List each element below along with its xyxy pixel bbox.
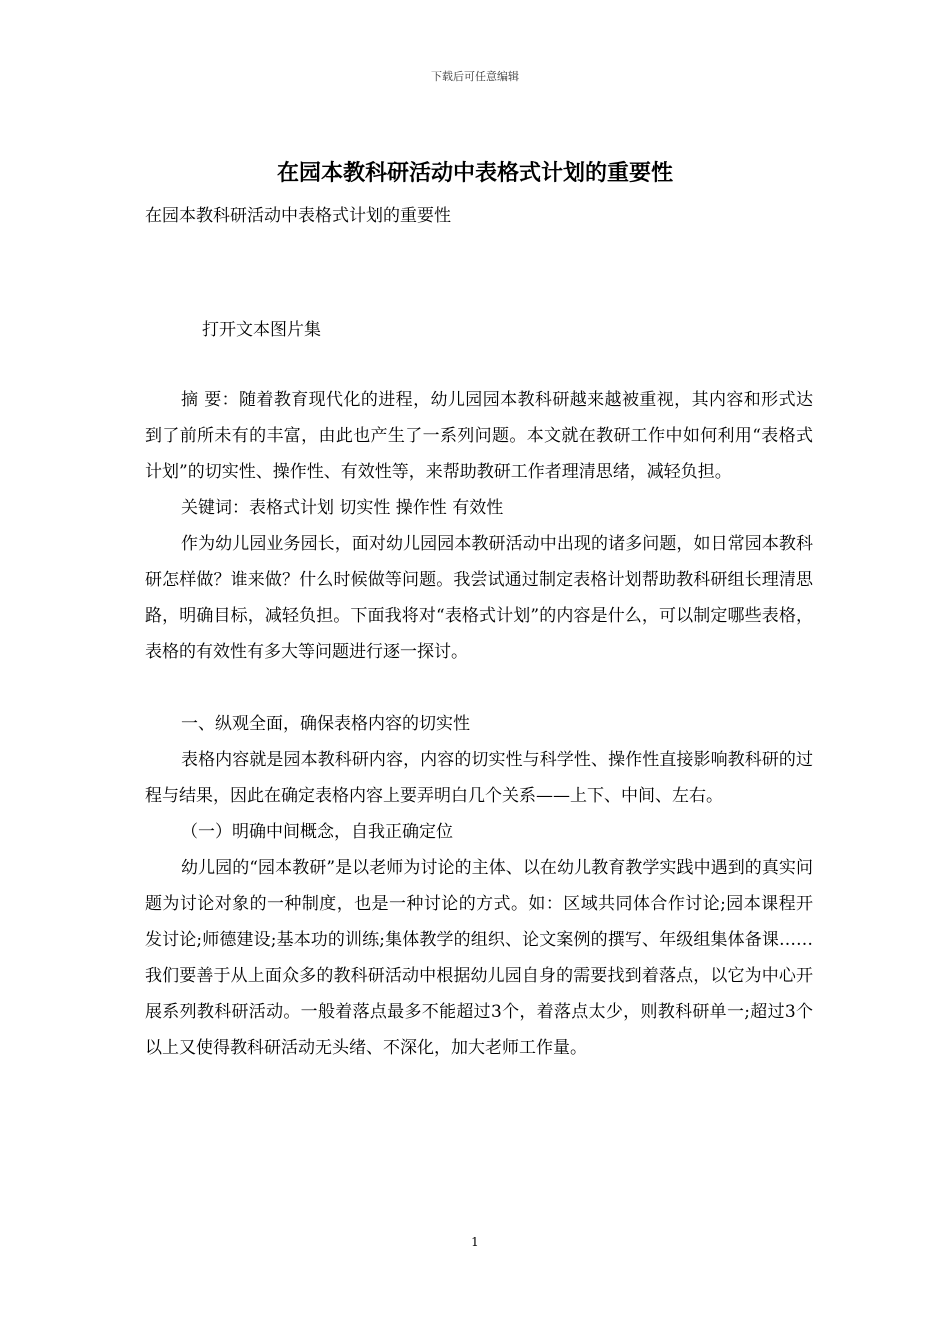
document-subtitle: 在园本教科研活动中表格式计划的重要性 [145,206,451,226]
keywords-paragraph: 关键词：表格式计划 切实性 操作性 有效性 [181,498,504,518]
abstract-paragraph: 摘 要：随着教育现代化的进程，幼儿园园本教科研越来越被重视，其内容和形式达到了前所未有的丰富，由此也产生了一系列问题。本文就在教研工作中如何利用“表格式计划”的切实性、操作性、有效性等，来帮助教研工作者理清思绪，减轻负担。 [145,390,813,482]
subsection-heading: （一）明确中间概念，自我正确定位 [181,822,453,842]
header-note: 下载后可任意编辑 [431,70,519,83]
section-spacer [145,670,813,706]
document-body [145,382,813,1066]
subsection-paragraph: 幼儿园的“园本教研”是以老师为讨论的主体、以在幼儿教育教学实践中遇到的真实问题为讨论对象的一种制度，也是一种讨论的方式。如：区域共同体合作讨论;园本课程开发讨论;师德建设;基本功的训练;集体教学的组织、论文案例的撰写、年级组集体备课…… 我们要善于从上面众多的教科研活动中根据幼儿园自身的需要找到着落点，以它为中心开展系列教科研活动。一般着落点最多不能超过3个，着落点太少，则教科研单一;超过3个以上又使得教科研活动无头绪、不深化，加大老师工作量。 [145,858,813,1058]
open-image-gallery-link[interactable]: 打开文本图片集 [202,320,321,340]
document-title: 在园本教科研活动中表格式计划的重要性 [276,160,673,186]
section-paragraph: 表格内容就是园本教科研内容，内容的切实性与科学性、操作性直接影响教科研的过程与结果，因此在确定表格内容上要弄明白几个关系——上下、中间、左右。 [145,750,813,806]
section-heading: 一、纵观全面，确保表格内容的切实性 [181,714,470,734]
intro-paragraph: 作为幼儿园业务园长，面对幼儿园园本教研活动中出现的诸多问题，如日常园本教科研怎样做？谁来做？什么时候做等问题。我尝试通过制定表格计划帮助教科研组长理清思路，明确目标，减轻负担。下面我将对“表格式计划”的内容是什么，可以制定哪些表格，表格的有效性有多大等问题进行逐一探讨。 [145,534,813,662]
page-number: 1 [471,1235,479,1249]
